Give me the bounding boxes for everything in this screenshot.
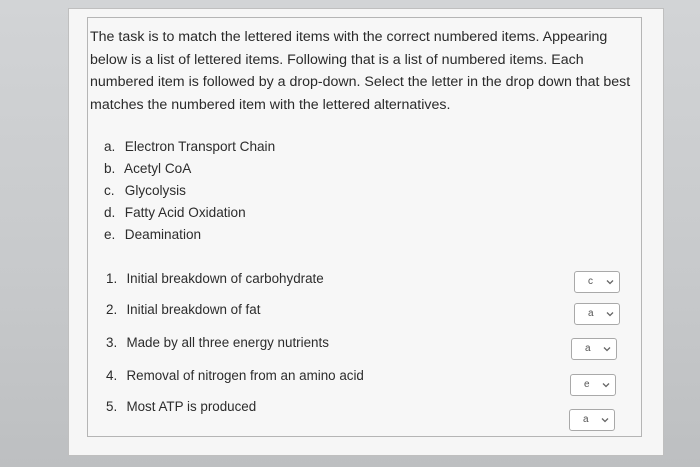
item-number: 4. [106,368,118,383]
item-text: Electron Transport Chain [124,139,276,154]
dropdown-selected-value: a [588,308,594,319]
lettered-item [104,202,275,224]
lettered-items-list [104,136,275,246]
answer-dropdown-4[interactable] [570,374,616,396]
numbered-item-row [106,268,636,294]
chevron-down-icon [602,344,612,354]
lettered-item [104,158,275,180]
question-panel [68,8,664,456]
lettered-item [104,224,275,246]
item-text: Initial breakdown of fat [126,302,261,317]
instructions-text: The task is to match the lettered items with the correct numbered items. Appearing below is a list of lettered items. Following that is a list of numbered items. Each numbered item is followed by a drop-down. Select the letter in the drop down that best matches the numbered item with the lettered alternatives. [90,29,631,113]
numbered-item-row [106,396,636,425]
numbered-item-row [106,299,636,325]
item-text: Deamination [124,227,202,242]
lettered-item [104,180,275,202]
dropdown-selected-value: a [585,343,591,354]
chevron-down-icon [605,309,615,319]
item-number: 2. [106,302,118,317]
chevron-down-icon [600,415,610,425]
item-text: Removal of nitrogen from an amino acid [126,368,364,383]
item-number: 1. [106,271,118,286]
item-letter: c. [104,183,115,198]
answer-dropdown-5[interactable] [569,409,615,431]
numbered-item-row [106,332,636,358]
chevron-down-icon [601,380,611,390]
answer-dropdown-3[interactable] [571,338,617,360]
answer-dropdown-1[interactable] [574,271,620,293]
item-letter: b. [104,161,116,176]
item-number: 3. [106,335,118,350]
lettered-item [104,136,275,158]
item-text: Made by all three energy nutrients [126,335,329,350]
dropdown-selected-value: c [588,276,593,287]
item-text: Most ATP is produced [126,399,257,414]
chevron-down-icon [605,277,615,287]
item-letter: a. [104,139,116,154]
dropdown-selected-value: e [584,379,590,390]
item-number: 5. [106,399,118,414]
item-text: Glycolysis [124,183,186,198]
numbered-item-row [106,365,636,391]
question-content-box [87,17,642,437]
dropdown-selected-value: a [583,414,589,425]
item-letter: d. [104,205,116,220]
item-text: Acetyl CoA [124,161,192,176]
item-text: Fatty Acid Oxidation [124,205,246,220]
answer-dropdown-2[interactable] [574,303,620,325]
item-text: Initial breakdown of carbohydrate [126,271,324,286]
item-letter: e. [104,227,116,242]
